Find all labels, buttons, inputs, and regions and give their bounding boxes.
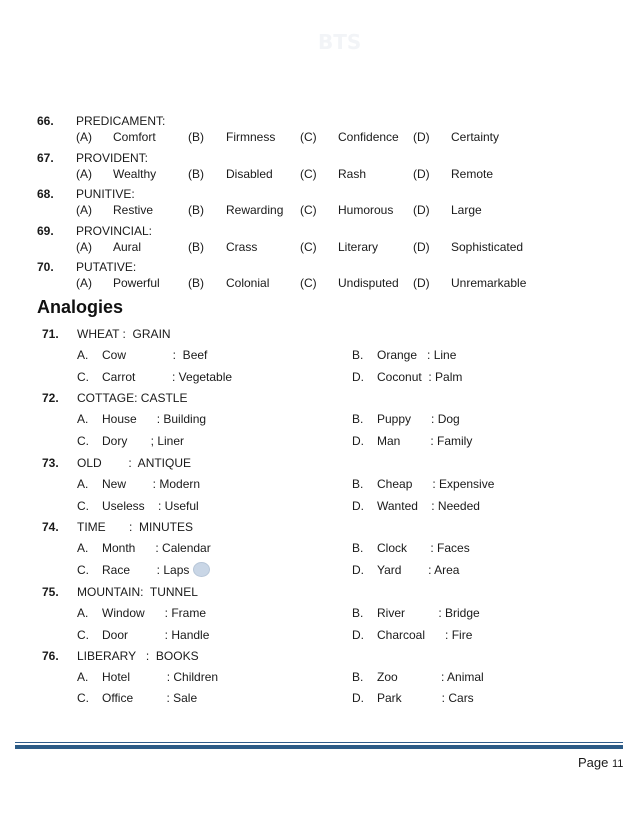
- option-text: House : Building: [102, 412, 207, 426]
- option-d: [352, 370, 462, 384]
- question-number: 67.: [37, 151, 54, 165]
- option-b: [352, 348, 456, 362]
- option-text: Puppy : Dog: [377, 412, 460, 426]
- question-word: PREDICAMENT:: [76, 114, 166, 128]
- option-text: Literary: [338, 240, 379, 254]
- option-a: [77, 670, 218, 684]
- section-title: Analogies: [37, 297, 124, 317]
- option-text: Cow : Beef: [102, 348, 208, 362]
- question-number: 69.: [37, 224, 54, 238]
- option-a: [77, 477, 200, 491]
- option-letter: C.: [77, 691, 89, 705]
- option-letter: (C): [300, 203, 317, 217]
- option-text: River : Bridge: [377, 606, 480, 620]
- option-letter: (C): [300, 276, 317, 290]
- option-letter: (A): [76, 167, 92, 181]
- option-letter: D.: [352, 370, 364, 384]
- option-d: [352, 628, 472, 642]
- option-letter: B.: [352, 477, 364, 491]
- option-a: [77, 348, 207, 362]
- option-d: [352, 563, 459, 577]
- page-word: Page: [578, 755, 609, 770]
- watermark: BTS: [318, 30, 362, 54]
- option-text: Certainty: [451, 130, 500, 144]
- footer-rule-thin: [15, 742, 623, 743]
- option-text: Rewarding: [226, 203, 284, 217]
- question-stem: LIBERARY : BOOKS: [77, 649, 199, 663]
- question-stem: WHEAT : GRAIN: [77, 327, 171, 341]
- option-text: Zoo : Animal: [377, 670, 484, 684]
- question-stem: OLD : ANTIQUE: [77, 456, 192, 470]
- option-a: [77, 541, 211, 555]
- option-letter: A.: [77, 477, 89, 491]
- option-letter: (D): [413, 203, 430, 217]
- option-text: Aural: [113, 240, 142, 254]
- option-letter: (C): [300, 130, 317, 144]
- option-d: [352, 691, 474, 705]
- question-word: PUNITIVE:: [76, 187, 135, 201]
- option-b: [352, 541, 470, 555]
- option-letter: D.: [352, 499, 364, 513]
- option-text: Dory ; Liner: [102, 434, 185, 448]
- option-letter: A.: [77, 541, 89, 555]
- option-text: Office : Sale: [102, 691, 198, 705]
- option-text: Rash: [338, 167, 367, 181]
- option-text: Window : Frame: [102, 606, 207, 620]
- option-text: Humorous: [338, 203, 394, 217]
- option-text: Yard : Area: [377, 563, 460, 577]
- option-letter: B.: [352, 606, 364, 620]
- option-c: [77, 691, 197, 705]
- option-letter: B.: [352, 412, 364, 426]
- option-text: Man : Family: [377, 434, 473, 448]
- option-letter: C.: [77, 563, 89, 577]
- option-letter: (B): [188, 203, 204, 217]
- circle-icon: [193, 562, 210, 577]
- question-number: 72.: [42, 391, 59, 405]
- option-letter: D.: [352, 628, 364, 642]
- option-b: [352, 412, 460, 426]
- option-letter: A.: [77, 670, 89, 684]
- option-text: Confidence: [338, 130, 399, 144]
- option-text: Restive: [113, 203, 154, 217]
- question-word: PUTATIVE:: [76, 260, 137, 274]
- question-stem: MOUNTAIN: TUNNEL: [77, 585, 198, 599]
- option-text: Sophisticated: [451, 240, 524, 254]
- option-letter: C.: [77, 434, 89, 448]
- option-d: [352, 434, 472, 448]
- option-letter: A.: [77, 606, 89, 620]
- page-number-label: [578, 755, 623, 770]
- option-c: [77, 628, 209, 642]
- question-number: 71.: [42, 327, 59, 341]
- option-letter: (B): [188, 276, 204, 290]
- option-b: [352, 606, 480, 620]
- option-text: Disabled: [226, 167, 273, 181]
- option-text: Colonial: [226, 276, 270, 290]
- option-letter: B.: [352, 348, 364, 362]
- option-text: Clock : Faces: [377, 541, 470, 555]
- option-letter: (D): [413, 167, 430, 181]
- option-letter: D.: [352, 691, 364, 705]
- option-letter: C.: [77, 370, 89, 384]
- footer-rule-thick: [15, 745, 623, 749]
- option-text: Unremarkable: [451, 276, 527, 290]
- option-b: [352, 477, 494, 491]
- option-letter: C.: [77, 628, 89, 642]
- question-number: 76.: [42, 649, 59, 663]
- option-letter: (B): [188, 167, 204, 181]
- option-text: Powerful: [113, 276, 160, 290]
- option-a: [77, 412, 206, 426]
- option-letter: A.: [77, 412, 89, 426]
- page-number: 11: [612, 758, 624, 770]
- option-text: Large: [451, 203, 482, 217]
- option-letter: B.: [352, 541, 364, 555]
- option-letter: (B): [188, 240, 204, 254]
- option-letter: D.: [352, 434, 364, 448]
- option-text: Month : Calendar: [102, 541, 211, 555]
- option-letter: D.: [352, 563, 364, 577]
- option-text: Carrot : Vegetable: [102, 370, 233, 384]
- option-b: [352, 670, 484, 684]
- option-text: Race : Laps: [102, 563, 190, 577]
- option-letter: (A): [76, 240, 92, 254]
- option-letter: (C): [300, 167, 317, 181]
- option-text: Park : Cars: [377, 691, 474, 705]
- question-number: 75.: [42, 585, 59, 599]
- option-letter: B.: [352, 670, 364, 684]
- option-letter: (A): [76, 203, 92, 217]
- option-c: [77, 434, 184, 448]
- option-letter: (D): [413, 276, 430, 290]
- question-number: 68.: [37, 187, 54, 201]
- option-text: Hotel : Children: [102, 670, 219, 684]
- question-number: 70.: [37, 260, 54, 274]
- option-text: Remote: [451, 167, 494, 181]
- option-d: [352, 499, 480, 513]
- option-text: Undisputed: [338, 276, 399, 290]
- option-text: New : Modern: [102, 477, 201, 491]
- option-text: Cheap : Expensive: [377, 477, 495, 491]
- option-text: Orange : Line: [377, 348, 457, 362]
- option-c: [77, 499, 199, 513]
- option-text: Crass: [226, 240, 258, 254]
- option-letter: C.: [77, 499, 89, 513]
- question-number: 73.: [42, 456, 59, 470]
- question-stem: TIME : MINUTES: [77, 520, 194, 534]
- option-text: Coconut : Palm: [377, 370, 463, 384]
- question-stem: COTTAGE: CASTLE: [77, 391, 188, 405]
- option-letter: (B): [188, 130, 204, 144]
- option-text: Door : Handle: [102, 628, 210, 642]
- option-letter: (D): [413, 240, 430, 254]
- question-word: PROVINCIAL:: [76, 224, 153, 238]
- option-letter: (A): [76, 276, 92, 290]
- question-word: PROVIDENT:: [76, 151, 149, 165]
- question-number: 66.: [37, 114, 54, 128]
- option-text: Charcoal : Fire: [377, 628, 473, 642]
- question-number: 74.: [42, 520, 59, 534]
- option-text: Comfort: [113, 130, 156, 144]
- option-text: Firmness: [226, 130, 276, 144]
- option-a: [77, 606, 206, 620]
- option-c: [77, 370, 232, 384]
- option-text: Useless : Useful: [102, 499, 199, 513]
- option-text: Wealthy: [113, 167, 157, 181]
- option-letter: A.: [77, 348, 89, 362]
- option-text: Wanted : Needed: [377, 499, 480, 513]
- option-letter: (D): [413, 130, 430, 144]
- option-letter: (A): [76, 130, 92, 144]
- option-c: [77, 563, 189, 577]
- option-letter: (C): [300, 240, 317, 254]
